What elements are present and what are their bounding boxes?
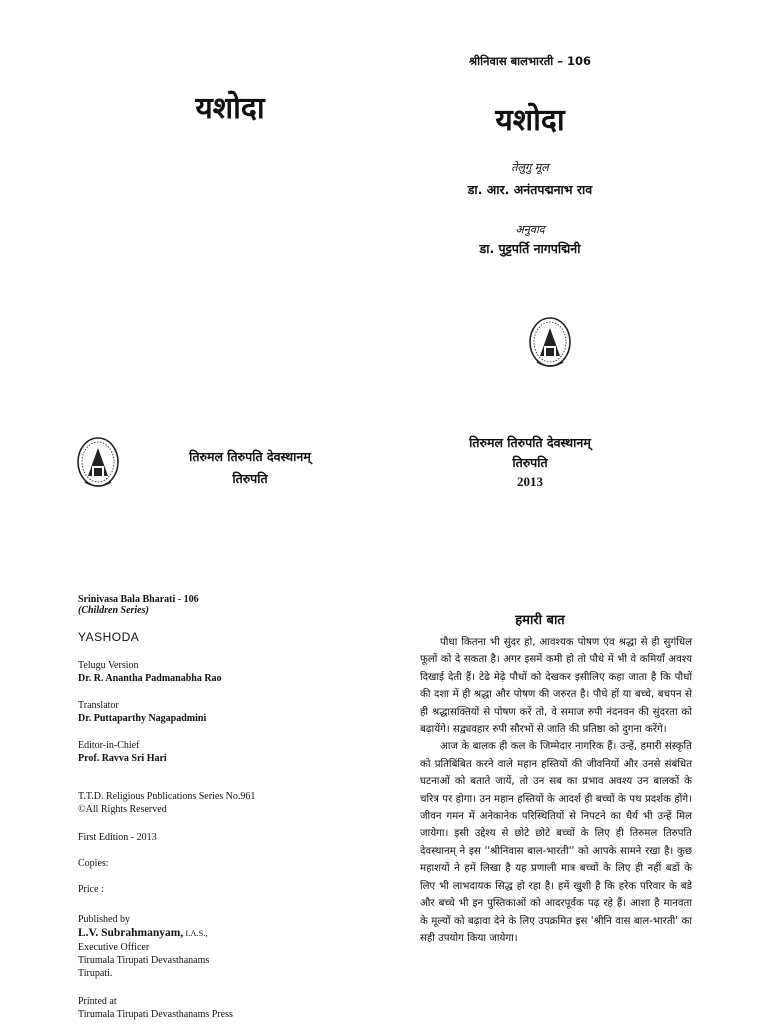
imprint-telugu-label: Telugu Version: [78, 660, 139, 671]
publisher-name-hindi: तिरुमल तिरुपति देवस्थानम्: [469, 435, 591, 450]
foreword-paragraph: आज के बालक ही कल के जिम्मेदार नागरिक हैं। उन्हें, हमारी संस्कृति को प्रतिबिंबित करने वाले महान हस्तियों की जीवनियों और उनसे संबंधित घटनाओं को बताते जायें, तो उन सब का प्रभाव अवश्य उन बालकों के चरित्र पर होगा। उन महान हस्तियों के आदर्श ही बच्चों के पथ प्रदर्शक होंगे। जीवन गमन में अनेकानेक परिस्थितियों से निपटने का धैर्य भी उन्हें मिल जायेगा। इसी उद्देश्य से छोटे छोटे बच्चों के लिए ही तिरुमल तिरुपति देवस्थानम् ने इस ''श्रीनिवास बाल-भारती'' को आपके सामने रखा है। कुछ महाशयों ने हमें लिखा है यह प्रणाली मात्र बच्चों के लिए ही नहीं बडों के लिए भी लाभदायक सिद्ध हो रहा है। हमें खुशी है कि हरेक परिवार के बडे और बच्चे भी इन पुस्तिकाओं को आदरपूर्वक पढ़ रहे हैं। आशा है मानवता के मूल्यों को बढ़ावा देने के लिए उपक्रमित इस 'श्रीनि वास बाल-भारती' का सही उपयोग किया जायेगा।: [420, 741, 692, 944]
imprint-author: Dr. R. Anantha Padmanabha Rao: [78, 673, 222, 684]
imprint-officer: Executive Officer: [78, 942, 150, 953]
imprint-series: Srinivasa Bala Bharati - 106: [78, 594, 199, 605]
imprint-editor: Prof. Ravva Sri Hari: [78, 753, 167, 764]
imprint-children-series: (Children Series): [78, 605, 149, 616]
telugu-original-label: तेलुगु मूल: [511, 161, 549, 174]
imprint-publisher: [78, 927, 208, 939]
publisher-city-hindi: तिरुपति: [512, 455, 548, 470]
publication-year: 2013: [517, 474, 543, 489]
imprint-book-title: YASHODA: [78, 630, 140, 644]
imprint-copies: Copies:: [78, 858, 109, 869]
imprint-translator: Dr. Puttaparthy Nagapadmini: [78, 713, 207, 724]
imprint-edition: First Edition - 2013: [78, 832, 157, 843]
foreword-title: हमारी बात: [515, 613, 565, 628]
foreword-body: [420, 634, 692, 947]
imprint-city: Tirupati.: [78, 968, 113, 979]
imprint-translator-label: Translator: [78, 700, 119, 711]
imprint-ttd-name: Tirumala Tirupati Devasthanams: [78, 955, 210, 966]
imprint-publisher-suffix: I.A.S.,: [183, 928, 208, 938]
series-line: श्रीनिवास बालभारती – 106: [468, 54, 592, 68]
imprint-editor-label: Editor-in-Chief: [78, 740, 140, 751]
imprint-rights: ©All Rights Reserved: [78, 804, 167, 815]
right-page-title: यशोदा: [495, 103, 565, 138]
translation-label: अनुवाद: [515, 223, 545, 236]
imprint-press: Tirumala Tirupati Devasthanams Press: [78, 1009, 233, 1020]
author-name: डा. आर. अनंतपद्मनाभ राव: [467, 182, 593, 197]
left-page-title: यशोदा: [195, 91, 265, 126]
imprint-published-by: Published by: [78, 914, 130, 925]
publisher-city-hindi: तिरुपति: [232, 471, 268, 486]
foreword-paragraph: पौधा कितना भी सुंदर हो, आवश्यक पोषण एंव श्रद्धा से ही सुगंधिल फूलों को दे सकता है। अगर इसमें कमी हो तो पौधे में भी वे कमियाँ अवश्य दिखाई देती हैं। टेढे मेढ़े पौधों को देखकर इसीलिए कहा जाता है कि पौधों की दशा में ही श्रद्धा और पोषण की जरुरत है। पौधे हों या बच्चे, बचपन से ही श्रद्धासक्तियों से पोषण करें तो, वे समाज रुपी नंदनवन की सुंदरता को बढ़ायेंगे। सद्व्यवहार रुपी सौरभों से जाति की प्रतिष्ठा को दुगना करेंगे।: [420, 637, 692, 736]
ttd-emblem-icon: [76, 436, 120, 492]
imprint-price: Price :: [78, 884, 104, 895]
publisher-name-hindi: तिरुमल तिरुपति देवस्थानम्: [189, 449, 311, 464]
ttd-emblem-icon: [528, 316, 572, 372]
imprint-ttd-series: T.T.D. Religious Publications Series No.961: [78, 791, 256, 802]
imprint-printed-at: Printed at: [78, 996, 117, 1007]
translator-name: डा. पुट्टपर्ति नागपद्मिनी: [479, 241, 581, 256]
imprint-publisher-name: L.V. Subrahmanyam,: [78, 927, 184, 939]
